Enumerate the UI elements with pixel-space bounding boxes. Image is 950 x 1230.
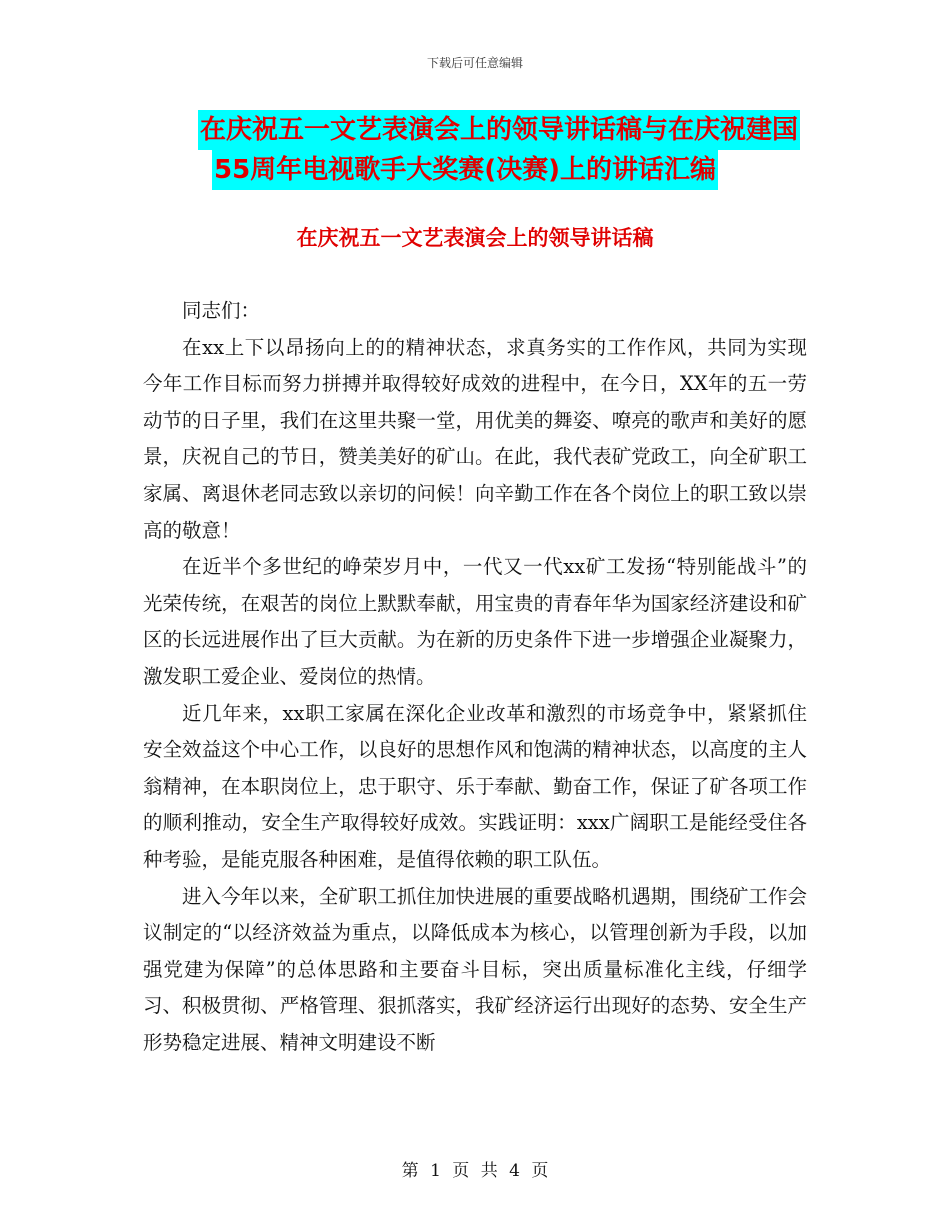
header-note: 下载后可任意编辑 [426, 56, 523, 70]
document-title [0, 110, 950, 190]
document-title-line-2: 55周年电视歌手大奖赛(决赛)上的讲话汇编 [212, 150, 718, 190]
body-paragraph-4: 进入今年以来，全矿职工抓住加快进展的重要战略机遇期，围绕矿工作会议制定的“以经济效益为重点，以降低成本为核心，以管理创新为手段，以加强党建为保障”的总体思路和主要奋斗目标，突出质量标准化主线，仔细学习、积极贯彻、严格管理、狠抓落实，我矿经济运行出现好的态势、安全生产形势稳定进展、精神文明建设不断 [143, 884, 807, 1054]
salutation-paragraph: 同志们： [182, 299, 261, 322]
body-paragraph-1: 在xx上下以昂扬向上的的精神状态，求真务实的工作作风，共同为实现今年工作目标而努力拼搏并取得较好成效的进程中，在今日，XX年的五一劳动节的日子里，我们在这里共聚一堂，用优美的舞姿、嘹亮的歌声和美好的愿景，庆祝自己的节日，赞美美好的矿山。在此，我代表矿党政工，向全矿职工家属、离退休老同志致以亲切的问候！向辛勤工作在各个岗位上的职工致以崇高的敬意！ [143, 335, 807, 542]
body-paragraph-2: 在近半个多世纪的峥荣岁月中，一代又一代xx矿工发扬“特别能战斗”的光荣传统，在艰苦的岗位上默默奉献，用宝贵的青春年华为国家经济建设和矿区的长远进展作出了巨大贡献。为在新的历史条件下进一步增强企业凝聚力，激发职工爱企业、爱岗位的热情。 [143, 555, 807, 688]
page-footer: 第 1 页 共 4 页 [401, 1161, 549, 1181]
body-paragraph-3: 近几年来，xx职工家属在深化企业改革和激烈的市场竞争中，紧紧抓住安全效益这个中心工作，以良好的思想作风和饱满的精神状态，以高度的主人翁精神，在本职岗位上，忠于职守、乐于奉献、勤奋工作，保证了矿各项工作的顺利推动，安全生产取得较好成效。实践证明：xxx广阔职工是能经受住各种考验，是能克服各种困难，是值得依赖的职工队伍。 [143, 701, 807, 871]
body-text [143, 293, 807, 1061]
section-title: 在庆祝五一文艺表演会上的领导讲话稿 [296, 226, 654, 250]
document-title-line-1: 在庆祝五一文艺表演会上的领导讲话稿与在庆祝建国 [198, 110, 800, 150]
